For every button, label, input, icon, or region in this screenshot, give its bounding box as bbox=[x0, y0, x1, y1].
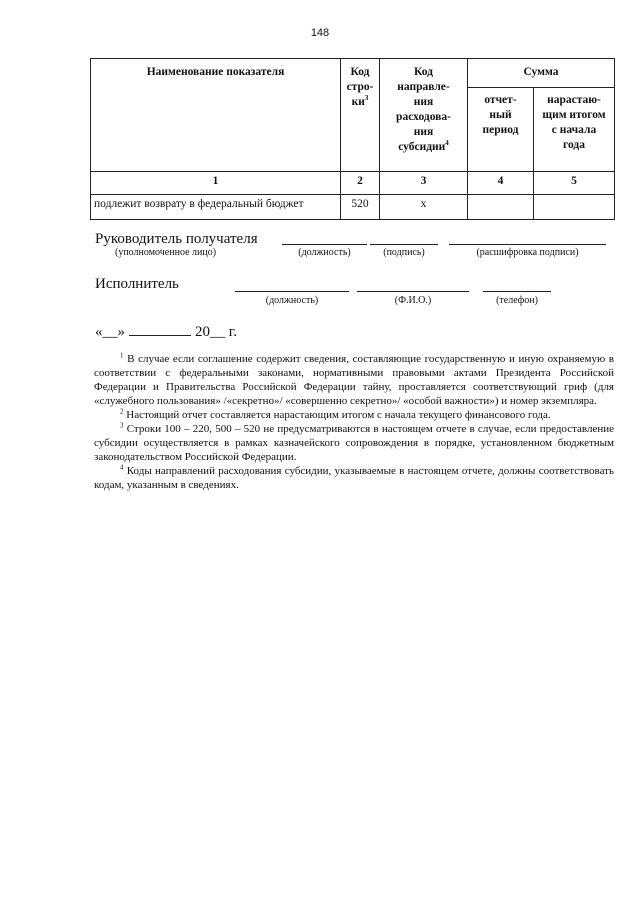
header-sum: Сумма bbox=[468, 59, 615, 88]
executor-phone-line[interactable] bbox=[483, 291, 551, 292]
date-line bbox=[95, 322, 237, 341]
table-header-row bbox=[91, 59, 615, 88]
head-name-line[interactable] bbox=[449, 244, 606, 245]
executor-name-caption: (Ф.И.О.) bbox=[394, 295, 432, 306]
head-position-caption: (должность) bbox=[298, 247, 351, 258]
head-name-caption: (расшифровка подписи) bbox=[476, 247, 579, 258]
executor-position-caption: (должность) bbox=[265, 295, 319, 306]
report-table bbox=[90, 58, 615, 220]
footnote: $^2$ Настоящий отчет составляется нарастающим итогом с начала текущего финансового года. bbox=[120, 407, 551, 421]
header-reporting-period: отчет- ный период bbox=[468, 88, 534, 172]
row-direction-code: x bbox=[380, 195, 468, 220]
header-direction-code: Код направле- ния расходова- ния субсидии$^4$ bbox=[380, 59, 468, 172]
column-number: 2 bbox=[341, 172, 380, 195]
column-number: 4 bbox=[468, 172, 534, 195]
head-label: Руководитель получателя bbox=[95, 231, 258, 247]
executor-position-line[interactable] bbox=[235, 291, 349, 292]
row-cumulative-value[interactable] bbox=[534, 195, 615, 220]
page-number: 148 bbox=[310, 27, 330, 39]
head-sub-label: (уполномоченное лицо) bbox=[115, 247, 217, 258]
column-number: 5 bbox=[534, 172, 615, 195]
column-number: 1 bbox=[91, 172, 341, 195]
header-row-code: Код стро- $ки^3$ bbox=[341, 59, 380, 172]
executor-label: Исполнитель bbox=[95, 276, 179, 292]
column-number: 3 bbox=[380, 172, 468, 195]
executor-phone-caption: (телефон) bbox=[496, 295, 538, 306]
head-signature-line[interactable] bbox=[370, 244, 438, 245]
date-day[interactable]: «__» bbox=[95, 324, 125, 340]
header-cumulative: нарастаю- щим итогом с начала года bbox=[534, 88, 615, 172]
row-indicator-name: подлежит возврату в федеральный бюджет bbox=[91, 195, 341, 220]
date-year[interactable]: 20__ г. bbox=[195, 324, 237, 340]
column-number-row bbox=[91, 172, 615, 195]
footnote: $^1$ В случае если соглашение содержит сведения, составляющие государственную и иную охраняемую в соответствии с федеральными законами, нормативными правовыми актами Президента Российской Федерации и Правительства Российской Федерации тайну, проставляется соответствующий гриф (для «служебного пользования» /«секретно»/ «совершенно секретно»/ «особой важности») и номер экземпляра. bbox=[94, 351, 614, 407]
row-period-value[interactable] bbox=[468, 195, 534, 220]
header-indicator-name: Наименование показателя bbox=[91, 59, 341, 172]
date-month-blank[interactable] bbox=[129, 322, 191, 336]
footnote: $^3$ Строки 100 – 220, 500 – 520 не предусматриваются в настоящем отчете в случае, если предоставление субсидии осуществляется в рамках казначейского сопровождения в порядке, установленном бюджетным законодательством Российской Федерации. bbox=[94, 421, 614, 463]
head-signature-caption: (подпись) bbox=[383, 247, 425, 258]
row-code: 520 bbox=[341, 195, 380, 220]
footnote: $^4$ Коды направлений расходования субсидии, указываемые в настоящем отчете, должны соответствовать кодам, указанным в сведениях. bbox=[94, 463, 614, 491]
executor-name-line[interactable] bbox=[357, 291, 469, 292]
head-position-line[interactable] bbox=[282, 244, 367, 245]
table-row bbox=[91, 195, 615, 220]
footnotes bbox=[94, 352, 614, 492]
